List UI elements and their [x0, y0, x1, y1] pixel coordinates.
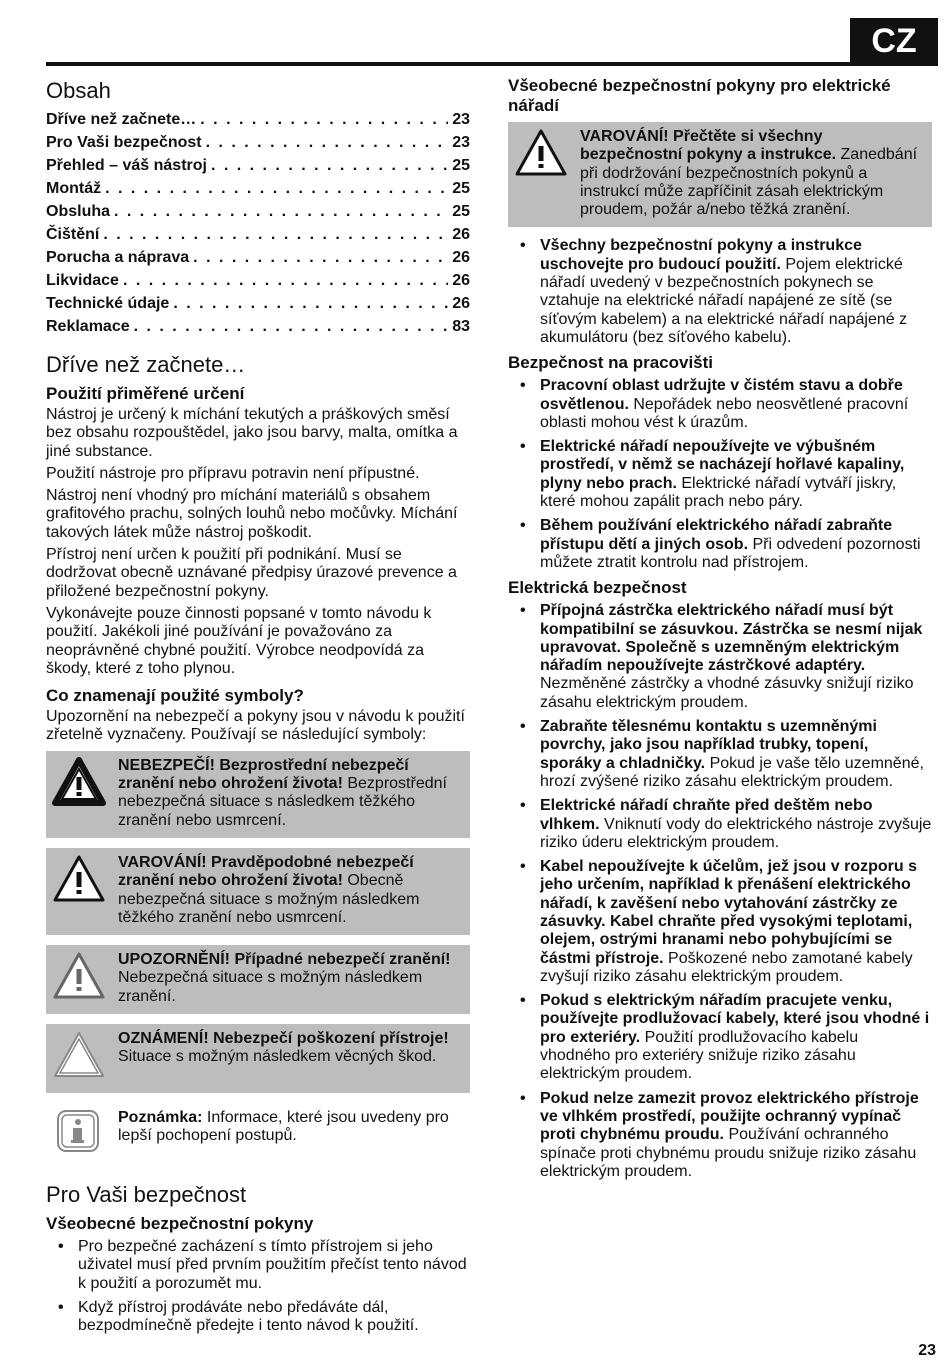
symbols-intro: Upozornění na nebezpečí a pokyny jsou v návodu k použití zřetelně vyznačeny. Používají se následující symboly: — [46, 708, 465, 744]
caution-box — [46, 945, 470, 1014]
list-item — [508, 377, 932, 432]
item-bold: Zabraňte tělesnému kontaktu s uzemněnými povrchy, jako jsou například trubky, topení, sporáky a chladničky. — [540, 718, 877, 772]
toc-label: Čištění — [46, 226, 100, 243]
toc-page: 25 — [452, 203, 470, 220]
danger-box — [46, 751, 470, 838]
toc-dots — [211, 154, 448, 177]
list-item — [508, 718, 932, 791]
list-item — [508, 1090, 932, 1181]
note-bold: Poznámka: — [118, 1109, 203, 1127]
paragraph: Vykonávejte pouze činnosti popsané v tomto návodu k použití. Jakékoli jiné používání je považováno za neoprávněné chybné použití. Výrobce neodpovídá za škody, které z toho plynou. — [46, 604, 432, 677]
toc-item[interactable] — [46, 200, 470, 223]
warning-icon — [514, 128, 568, 183]
paragraph: Použití nástroje pro přípravu potravin není přípustné. — [46, 464, 420, 482]
electric-title: Všeobecné bezpečnostní pokyny pro elektrické nářadí — [508, 76, 891, 115]
toc-dots — [123, 269, 448, 292]
toc-label: Montáž — [46, 180, 102, 197]
toc-dots — [200, 108, 448, 131]
list-item — [508, 237, 932, 347]
toc-page: 83 — [452, 318, 470, 335]
list-item — [508, 797, 932, 852]
warning-icon — [52, 854, 106, 909]
item-text: Použití prodlužovacího kabelu vhodného pro exteriéry snižuje riziko zásahu elektrickým proudem. — [540, 1028, 859, 1083]
safety-title: Pro Vaši bezpečnost — [46, 1182, 247, 1208]
caution-text: Nebezpečná situace s možným následkem zranění. — [118, 969, 423, 1005]
toc-label: Technické údaje — [46, 295, 170, 312]
toc-label: Obsluha — [46, 203, 111, 220]
danger-icon — [52, 757, 106, 812]
toc-item[interactable] — [46, 269, 470, 292]
item-bold: Kabel nepoužívejte k účelům, jež jsou v rozporu s jeho určením, například k přenášení elektrického nářadí, k zavěšení nebo vytahování zástrčky ze zásuvky. Kabel chraňte před vysokými teplotami, olejem, ostrými hranami nebo pohybujícími se částmi přístroje. — [540, 858, 917, 967]
toc-item[interactable] — [46, 131, 470, 154]
toc-dots — [105, 177, 448, 200]
toc-dots — [193, 246, 448, 269]
item-bold: Všechny bezpečnostní pokyny a instrukce uschovejte pro budoucí použití. — [540, 237, 862, 273]
item-text: Nezměněné zástrčky a vhodné zásuvky snižují riziko zásahu elektrickým proudem. — [540, 675, 914, 711]
list-item — [508, 438, 932, 511]
note-text: Informace, které jsou uvedeny pro lepší pochopení postupů. — [118, 1109, 449, 1145]
item-bold: Pokud nelze zamezit provoz elektrického přístroje ve vlhkém prostředí, použijte ochranný vypínač proti chybnému proudu. — [540, 1089, 919, 1144]
item-text: Pokud je vaše tělo uzemněné, hrozí zvýšené riziko zásahu elektrickým proudem. — [540, 754, 924, 790]
note-box — [46, 1103, 470, 1168]
toc-label: Dříve než začnete… — [46, 111, 197, 128]
general-title: Všeobecné bezpečnostní pokyny — [46, 1214, 314, 1234]
item-text: Elektrické nářadí vytváří jiskry, které mohou zapálit prach nebo páry. — [540, 474, 897, 511]
toc-page: 26 — [452, 272, 470, 289]
language-badge: CZ — [850, 18, 938, 64]
workplace-title: Bezpečnost na pracovišti — [508, 353, 714, 373]
toc-title: Obsah — [46, 78, 111, 103]
warning-bold: VAROVÁNÍ! Pravděpodobné nebezpečí zranění nebo ohrožení života! — [118, 853, 414, 890]
right-column — [508, 70, 932, 1187]
elsafety-list — [508, 602, 932, 1181]
toc-dots — [114, 200, 448, 223]
item-text: Při odvedení pozornosti můžete ztratit kontrolu nad přístrojem. — [540, 535, 921, 571]
elsafety-title: Elektrická bezpečnost — [508, 578, 687, 598]
notice-box — [46, 1024, 470, 1093]
item-bold: Pokud s elektrickým nářadím pracujete venku, používejte prodlužovací kabely, které jsou vhodné i pro exteriéry. — [540, 992, 930, 1046]
item-text: Vniknutí vody do elektrického nástroje zvyšuje riziko úderu elektrickým proudem. — [540, 815, 932, 851]
electric-warning-text: Zanedbání při dodržování bezpečnostních pokynů a instrukcí může zapříčinit zásah elektrickým proudem, požár a/nebo těžká zranění. — [580, 146, 918, 219]
symbols-title: Co znamenají použité symboly? — [46, 686, 304, 706]
before-title: Dříve než začnete… — [46, 352, 246, 377]
list-item — [508, 602, 932, 712]
toc-dots — [103, 223, 448, 246]
toc-item[interactable] — [46, 154, 470, 177]
item-bold: Během používání elektrického nářadí zabraňte přístupu dětí a jiných osob. — [540, 517, 893, 553]
top-rule — [46, 62, 938, 66]
toc-item[interactable] — [46, 223, 470, 246]
item-bold: Elektrické nářadí nepoužívejte ve výbušném prostředí, v němž se nacházejí hořlavé kapaliny, plyny nebo prach. — [540, 438, 905, 492]
notice-bold: OZNÁMENÍ! Nebezpečí poškození přístroje! — [118, 1030, 449, 1048]
use-title: Použití přiměřené určení — [46, 384, 245, 403]
paragraph: Nástroj není vhodný pro míchání materiálů s obsahem grafitového prachu, solných louhů nebo močůvky. Míchání takových látek může nástroj poškodit. — [46, 487, 458, 541]
warning-box — [46, 848, 470, 935]
warning-text: Obecně nebezpečná situace s možným následkem těžkého zranění nebo usmrcení. — [118, 872, 420, 926]
toc-page: 25 — [452, 157, 470, 174]
danger-bold: NEBEZPEČÍ! Bezprostřední nebezpečí zranění nebo ohrožení života! — [118, 756, 409, 793]
toc-page: 26 — [452, 226, 470, 243]
item-text: Pojem elektrické nářadí uvedený v bezpečnostních pokynech se vztahuje na elektrické nářadí napájené ze sítě (se síťovým kabelem) a na elektrické nářadí napájené z akumulátoru (bez síťového kabelu). — [540, 255, 908, 346]
toc-item[interactable] — [46, 246, 470, 269]
list-item — [508, 858, 932, 986]
electric-warning-box — [508, 122, 932, 227]
toc-label: Porucha a náprava — [46, 249, 190, 266]
toc-page: 23 — [452, 111, 470, 128]
intro-list — [508, 237, 932, 347]
toc-label: Reklamace — [46, 318, 130, 335]
caution-bold: UPOZORNĚNÍ! Případné nebezpečí zranění! — [118, 951, 451, 969]
item-bold: Přípojná zástrčka elektrického nářadí musí být kompatibilní se zásuvkou. Zástrčka se nesmí nijak upravovat. Společně s uzemněným elektrickým nářadím nepoužívejte zástrčkové adaptéry. — [540, 602, 923, 675]
toc-page: 26 — [452, 249, 470, 266]
item-bold: Pracovní oblast udržujte v čistém stavu a dobře osvětlenou. — [540, 377, 903, 413]
danger-text: Bezprostřední nebezpečná situace s následkem těžkého zranění nebo usmrcení. — [118, 775, 447, 829]
toc-list — [46, 108, 470, 338]
list-item: • Pro bezpečné zacházení s tímto přístrojem si jeho uživatel musí před prvním použitím přečíst tento návod k použití a porozumět mu. — [46, 1238, 470, 1293]
toc-item[interactable] — [46, 177, 470, 200]
paragraph: Nástroj je určený k míchání tekutých a práškových směsí bez obsahu rozpouštědel, jako jsou barvy, malta, omítka a jiné substance. — [46, 406, 458, 460]
item-text: Poškozené nebo zamotané kabely zvyšují riziko zásahu elektrickým proudem. — [540, 949, 913, 985]
toc-dots — [206, 131, 449, 154]
list-item — [508, 517, 932, 572]
toc-label: Přehled – váš nástroj — [46, 157, 207, 174]
info-icon — [52, 1109, 106, 1160]
page-number: 23 — [918, 1342, 936, 1359]
list-item: • Když přístroj prodáváte nebo předáváte dál, bezpodmínečně předejte i tento návod k použití. — [46, 1299, 470, 1336]
list-item — [508, 992, 932, 1083]
toc-dots — [173, 292, 448, 315]
workplace-list — [508, 377, 932, 572]
toc-item[interactable] — [46, 315, 470, 338]
toc-page: 23 — [452, 134, 470, 151]
toc-page: 26 — [452, 295, 470, 312]
toc-label: Likvidace — [46, 272, 119, 289]
notice-icon — [52, 1030, 106, 1085]
toc-page: 25 — [452, 180, 470, 197]
toc-item[interactable] — [46, 108, 470, 131]
electric-warning-bold: VAROVÁNÍ! Přečtěte si všechny bezpečnostní pokyny a instrukce. — [580, 128, 837, 164]
caution-icon — [52, 951, 106, 1006]
toc-label: Pro Vaši bezpečnost — [46, 134, 202, 151]
toc-item[interactable] — [46, 292, 470, 315]
item-text: Nepořádek nebo neosvětlené pracovní oblasti mohou vést k úrazům. — [540, 395, 909, 431]
item-text: Používání ochranného spínače proti chybnému proudu snižuje riziko zásahu elektrickým proudem. — [540, 1126, 917, 1180]
notice-text: Situace s možným následkem věcných škod. — [118, 1048, 437, 1066]
general-list — [46, 1238, 470, 1335]
paragraph: Přístroj není určen k použití při podnikání. Musí se dodržovat obecně uznávané předpisy úrazové prevence a přiložené bezpečnostní pokyny. — [46, 546, 457, 600]
item-bold: Elektrické nářadí chraňte před deštěm nebo vlhkem. — [540, 797, 873, 833]
toc-dots — [134, 315, 449, 338]
left-column — [46, 70, 470, 1342]
